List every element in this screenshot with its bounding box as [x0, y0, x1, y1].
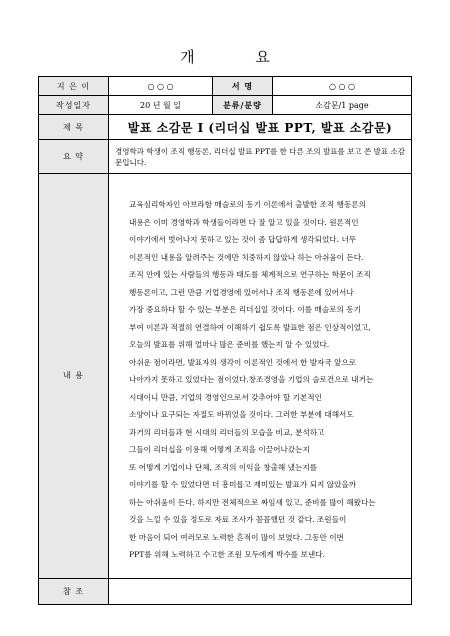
content-line: 하는 아쉬움이 든다. 하지만 전체적으로 짜임새 있고, 준비를 많이 해왔다는 — [129, 497, 376, 507]
subject-label: 제 목 — [39, 115, 109, 140]
content-line: 소양이나 요구되는 자질도 바뀌었을 것이다. 그러한 부분에 대해서도 — [129, 410, 354, 419]
content-line: 부여 이론과 적절히 연결하여 이해하기 쉽도록 발표한 점은 인상적이었고, — [129, 322, 371, 332]
category-value: 소감문/1 page — [273, 96, 412, 115]
date-label: 작성일자 — [39, 96, 109, 115]
content-label: 내 용 — [39, 174, 109, 579]
content-line: 조직 안에 있는 사람들의 행동과 태도를 체계적으로 연구하는 학문이 조직 — [129, 270, 371, 279]
summary-value: 경영학과 학생이 조직 행동론, 리더십 발표 PPT를 한 다른 조의 발표를 보고 쓴 발표 소감문입니다. — [109, 140, 412, 174]
subject-value: 발표 소감문 I (리더십 발표 PPT, 발표 소감문) — [109, 115, 412, 140]
content-line: PPT를 위해 노력하고 수고한 조원 모두에게 박수를 보낸다. — [129, 550, 325, 559]
content-line: 시대이니 만큼, 기업의 경영인으로서 갖추어야 할 기본적인 — [129, 392, 322, 402]
content-line: 이야기를 할 수 있었다면 더 흥미롭고 재미있는 발표가 되지 않았을까 — [129, 480, 357, 489]
reference-value — [109, 578, 412, 604]
content-line: 아쉬운 점이라면, 발표자의 생각이 이론적인 것에서 한 발자국 앞으로 — [129, 357, 357, 367]
content-line: 한 마음이 되어 여러모로 노력한 흔적이 많이 보였다. 그동안 이번 — [129, 532, 344, 542]
date-value: 20 년 월 일 — [109, 96, 213, 115]
content-line: 나아가지 못하고 있었다는 점이었다.창조경영을 기업의 슬로건으로 내거는 — [129, 375, 374, 384]
content-line: 가장 중요하다 할 수 있는 부분은 리더십일 것이다. 이를 매슬로의 동기 — [129, 305, 361, 314]
content-line: 또 어떻게 기업이나 단체, 조직의 이익을 창출해 냈는지를 — [129, 462, 318, 472]
content-line: 내용은 이미 경영학과 학생들이라면 다 잘 알고 있을 것이다. 원론적인 — [129, 217, 359, 227]
signature-label: 서 명 — [213, 77, 273, 96]
author-value: ○ ○ ○ — [109, 77, 213, 96]
summary-label: 요 약 — [39, 140, 109, 174]
content-line: 것을 느낄 수 있을 정도로 자료 조사가 꼼꼼했던 것 같다. 조원들이 — [129, 515, 347, 524]
summary-form-table — [38, 76, 412, 605]
content-line: 이론적인 내용을 알려주는 것에만 치중하지 않았나 하는 아쉬움이 든다. — [129, 252, 364, 262]
document-title: 개 요 — [180, 48, 298, 66]
reference-label: 참 조 — [39, 578, 109, 604]
author-label: 지 은 이 — [39, 77, 109, 96]
content-line: 교육심리학자인 아브라함 매슬로의 동기 이론에서 출발한 조직 행동론의 — [129, 200, 366, 209]
category-label: 분류/분량 — [213, 96, 273, 115]
content-body — [109, 174, 412, 579]
content-line: 행동론이고, 그런 만큼 기업경영에 있어서나 조직 행동론에 있어서나 — [129, 287, 354, 297]
content-line: 오늘의 발표를 위해 얼마나 많은 준비를 했는지 알 수 있었다. — [129, 340, 330, 349]
content-line: 이야기에서 벗어나지 못하고 있는 것이 좀 답답하게 생각되었다. 너무 — [129, 235, 357, 244]
content-line: 그들이 리더십을 이용해 어떻게 조직을 이끌어나갔는지 — [129, 445, 310, 454]
content-line: 과거의 리더들과 현 시대의 리더들의 모습을 비교, 분석하고 — [129, 427, 325, 437]
signature-value: ○ ○ ○ — [273, 77, 412, 96]
